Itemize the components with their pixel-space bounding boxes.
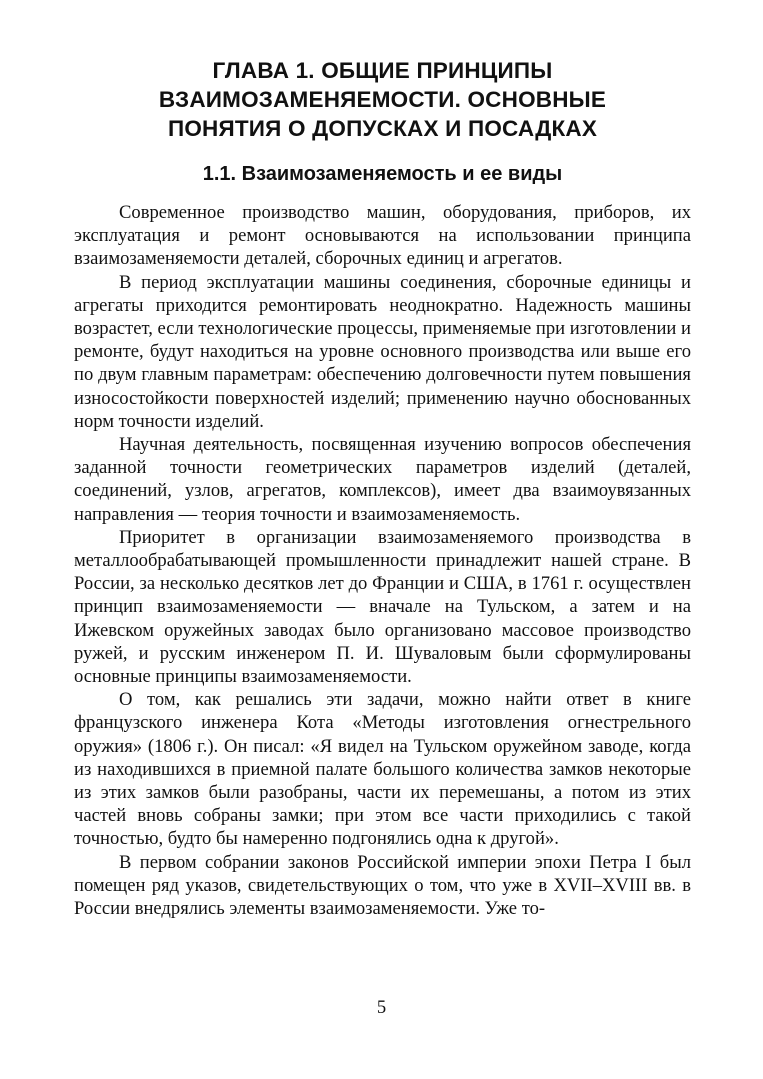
paragraph: Приоритет в организации взаимозаменяемого производства в металлообрабатывающей промышленности принадлежит нашей стране. В России, за несколько десятков лет до Франции и США, в 1761 г. осуществлен принцип взаимозаменяемости — вначале на Тульском, а затем и на Ижевском оружейных заводах было организовано массовое производство ружей, и русским инженером П. И. Шуваловым были сформулированы основные принципы взаимозаменяемости. [74, 526, 691, 688]
chapter-title [74, 56, 691, 143]
paragraph: В первом собрании законов Российской империи эпохи Петра I был помещен ряд указов, свидетельствующих о том, что уже в XVII–XVIII вв. в России внедрялись элементы взаимозаменяемости. Уже то- [74, 851, 691, 920]
paragraph: Современное производство машин, оборудования, приборов, их эксплуатация и ремонт основываются на использовании принципа взаимозаменяемости деталей, сборочных единиц и агрегатов. [74, 202, 691, 270]
section-title: 1.1. Взаимозаменяемость и ее виды [202, 163, 563, 185]
page-number: 5 [376, 997, 387, 1018]
chapter-title-line: ГЛАВА 1. ОБЩИЕ ПРИНЦИПЫ [212, 58, 553, 83]
paragraph: О том, как решались эти задачи, можно найти ответ в книге французского инженера Кота «Методы изготовления огнестрельного оружия» (1806 г.). Он писал: «Я видел на Тульском оружейном заводе, когда из находившихся в приемной палате большого количества замков некоторые из этих замков были разобраны, части их перемешаны, а потом из этих частей вновь собраны замки; при этом все части приходились с такой точностью, будто бы намеренно подгонялись одна к другой». [74, 689, 691, 850]
chapter-title-line: ПОНЯТИЯ О ДОПУСКАХ И ПОСАДКАХ [167, 116, 598, 141]
chapter-title-line: ВЗАИМОЗАМЕНЯЕМОСТИ. ОСНОВНЫЕ [158, 87, 607, 112]
paragraph: Научная деятельность, посвященная изучению вопросов обеспечения заданной точности геометрических параметров изделий (деталей, соединений, узлов, агрегатов, комплексов), имеет два взаимоувязанных направления — теория точности и взаимозаменяемость. [74, 434, 691, 525]
body-text [74, 201, 691, 920]
paragraph: В период эксплуатации машины соединения, сборочные единицы и агрегаты приходится ремонтировать неоднократно. Надежность машины возрастет, если технологические процессы, применяемые при изготовлении и ремонте, будут находиться на уровне основного производства или выше его по двум главным параметрам: обеспечению долговечности путем повышения износостойкости поверхностей изделий; применению научно обоснованных норм точности изделий. [74, 271, 691, 432]
